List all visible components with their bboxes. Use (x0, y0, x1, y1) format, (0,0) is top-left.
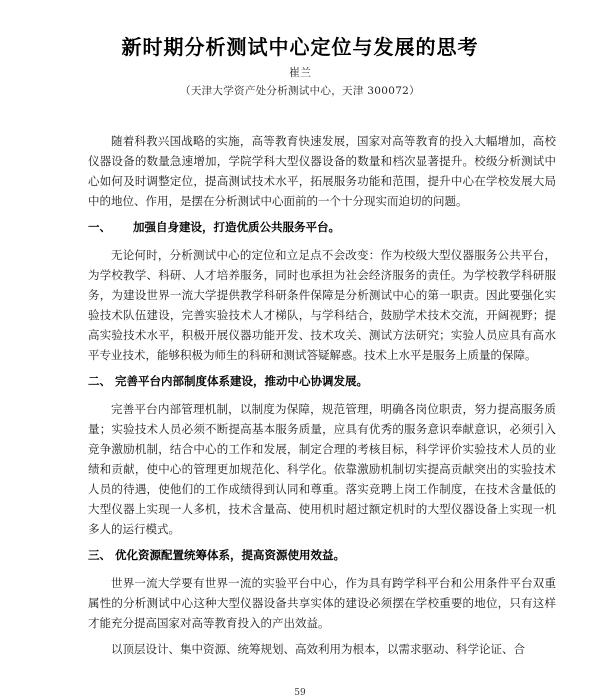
page-number: 59 (294, 688, 306, 698)
section-number: 三、 (88, 548, 111, 562)
section-heading-2 (88, 371, 556, 391)
author-affiliation: （天津大学资产处分析测试中心，天津 300072） (180, 85, 420, 97)
section-heading-text: 加强自身建设，打造优质公共服务平台。 (133, 220, 340, 234)
intro-paragraph: 随着科教兴国战略的实施，高等教育快速发展，国家对高等教育的投入大幅增加，高校仪器设备的数量急速增加，学院学科大型仪器设备的数量和档次显著提升。校级分析测试中心如何及时调整定位，提高测试技术水平，拓展服务功能和范围，提升中心在学校发展大局中的地位、作用，是摆在分析测试中心面前的一个十分现实而迫切的问题。 (88, 134, 556, 208)
author-name: 崔兰 (289, 66, 311, 79)
section-1-paragraph: 无论何时，分析测试中心的定位和立足点不会改变：作为校级大型仪器服务公共平台，为学校教学、科研、人才培养服务，同时也承担为社会经济服务的责任。为学校教学科研服务，为建设世界一流大学提供教学科研条件保障是分析测试中心的第一职责。因此要强化实验技术队伍建设，完善实验技术人才梯队，与学科结合，鼓励学术技术交流，开阔视野；提高实验技术水平，积极开展仪器功能开发、技术攻关、测试方法研究；实验人员应具有高水平专业技术，能够积极为师生的科研和测试答疑解惑。技术上水平是服务上质量的保障。 (88, 248, 556, 362)
section-heading-text: 完善平台内部制度体系建设，推动中心协调发展。 (115, 374, 368, 388)
section-number: 二、 (88, 374, 111, 388)
section-3-paragraph: 以顶层设计、集中资源、统筹规划、高效利用为根本，以需求驱动、科学论证、合 (111, 642, 525, 656)
section-3-paragraph: 世界一流大学要有世界一流的实验平台中心，作为具有跨学科平台和公用条件平台双重属性的分析测试中心这种大型仪器设备共享实体的建设必须摆在学校重要的地位，只有这样才能充分提高国家对高等教育投入的产出效益。 (88, 576, 556, 630)
section-heading-text: 优化资源配置统筹体系，提高资源使用效益。 (115, 548, 345, 562)
section-heading-3 (88, 545, 556, 565)
paper-body (88, 131, 556, 665)
section-number: 一、 (88, 220, 111, 234)
section-heading-1 (88, 217, 556, 237)
section-2-paragraph: 完善平台内部管理机制，以制度为保障，规范管理，明确各岗位职责，努力提高服务质量；实验技术人员必须不断提高基本服务质量，应具有优秀的服务意识奉献意识，必须引入竞争激励机制，结合中心的工作和发展，制定合理的考核目标，科学评价实验技术人员的业绩和贡献，使中心的管理更加规范化、科学化。依靠激励机制切实提高贡献突出的实验技术人员的待遇，使他们的工作成绩得到认同和尊重。落实竞聘上岗工作制度，在技术含量低的大型仪器上实现一人多机，技术含量高、使用机时超过额定机时的大型仪器设备上实现一机多人的运行模式。 (88, 402, 556, 536)
paper-title: 新时期分析测试中心定位与发展的思考 (121, 35, 479, 59)
